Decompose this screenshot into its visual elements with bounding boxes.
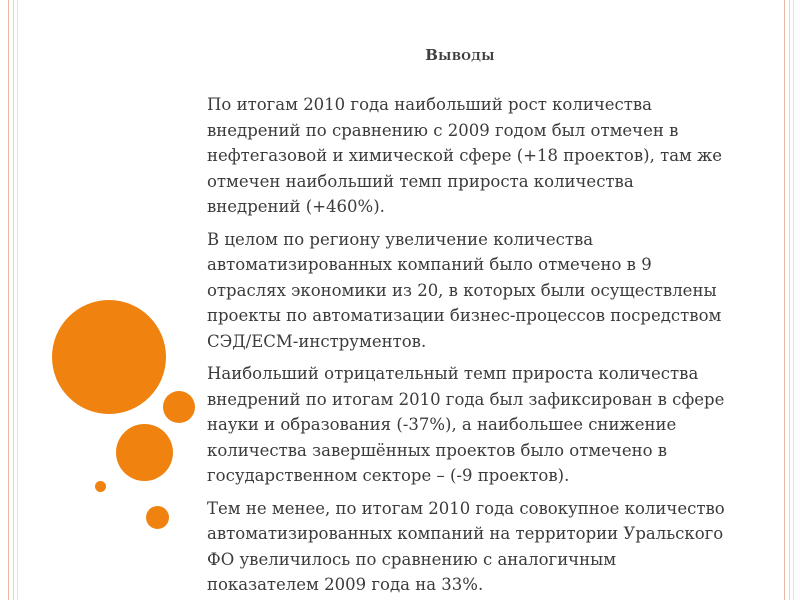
left-border-line — [8, 0, 9, 600]
decorative-circle-tiny — [95, 481, 106, 492]
slide-title: Выводы — [425, 46, 495, 64]
conclusion-paragraph-1: По итогам 2010 года наибольший рост количества внедрений по сравнению с 2009 годом был отмечен в нефтегазовой и химической сфере (+18 проектов), там же отмечен наибольший темп прироста количества внедрений (+460%). — [207, 95, 723, 216]
conclusion-paragraph-4: Тем не менее, по итогам 2010 года совокупное количество автоматизированных компаний на территории Уральского ФО увеличилось по сравнению с аналогичным показателем 2009 года на 33%. — [207, 498, 725, 594]
conclusion-paragraph-2: В целом по региону увеличение количества автоматизированных компаний было отмечено в 9 отраслях экономики из 20, в которых были осуществлены проекты по автоматизации бизнес-процессов посредством СЭД/ECM-инструментов. — [207, 229, 722, 351]
decorative-circle-small — [163, 391, 195, 423]
right-border-line — [784, 0, 785, 600]
decorative-circle-medium — [116, 424, 173, 481]
left-border-line — [13, 0, 14, 600]
decorative-circle-small — [146, 506, 169, 529]
conclusion-paragraph-3: Наибольший отрицательный темп прироста количества внедрений по итогам 2010 года был зафиксирован в сфере науки и образования (-37%), а наибольшее снижение количества завершённых проектов было отмечено в государственном секторе – (-9 проектов). — [207, 364, 725, 485]
right-border-line — [793, 0, 794, 600]
left-border-line — [17, 0, 18, 600]
slide-body — [207, 92, 727, 600]
decorative-circle-large — [52, 300, 166, 414]
right-border-line — [789, 0, 790, 600]
